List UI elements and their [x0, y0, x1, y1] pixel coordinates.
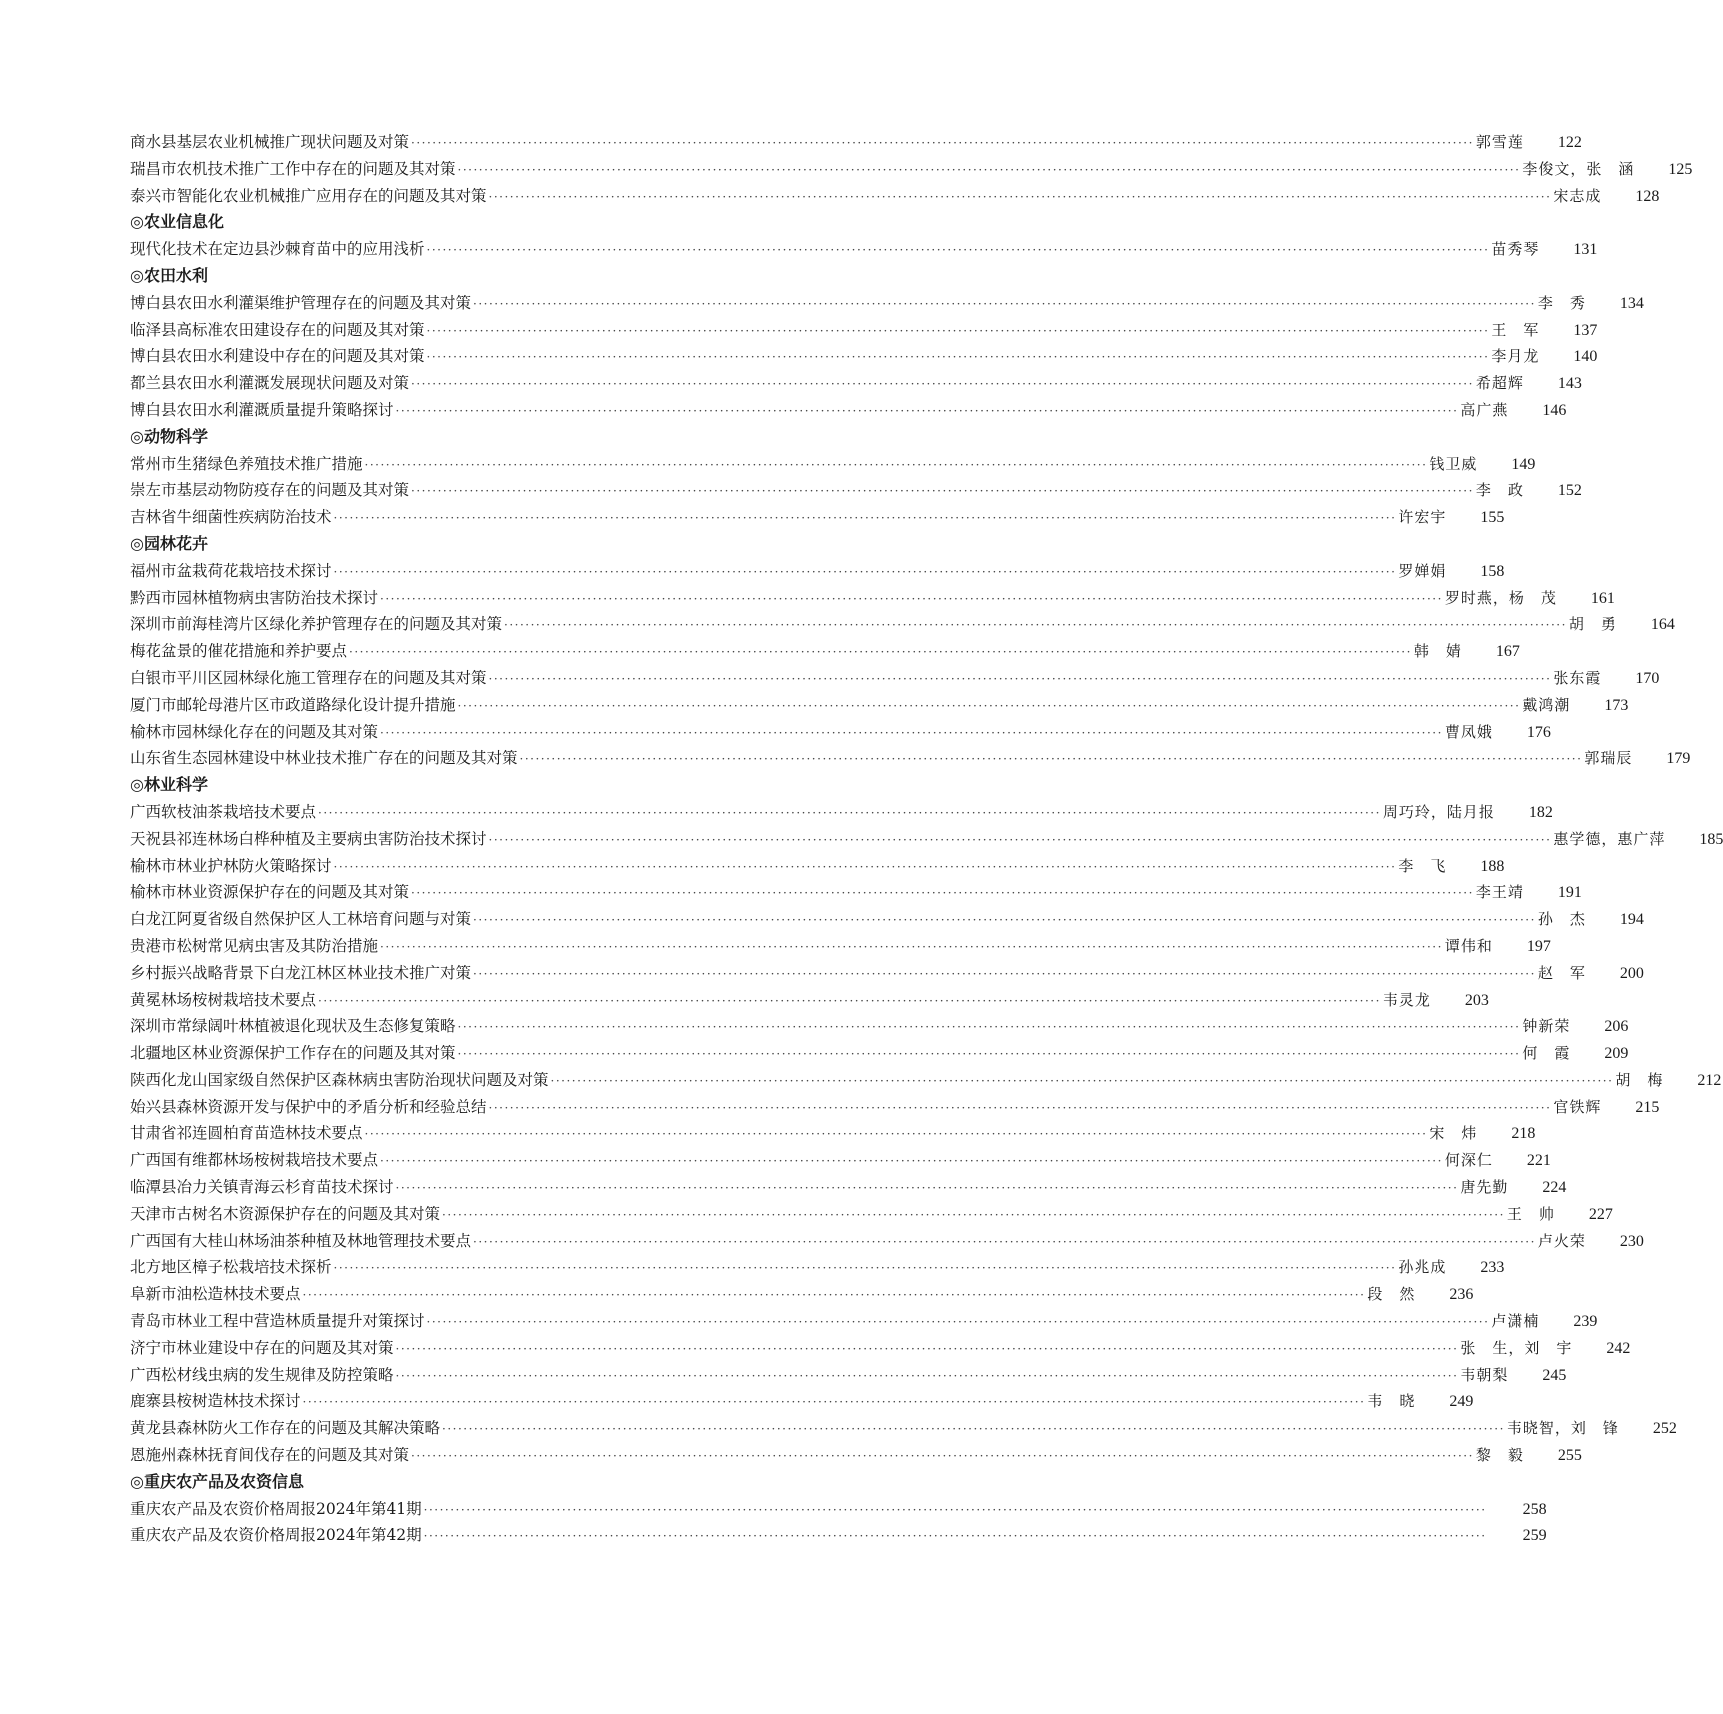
entry-page-number: 164 [1650, 616, 1675, 634]
toc-entry[interactable] [130, 477, 1582, 504]
dot-leader: ········································································································································································································ [426, 243, 1490, 258]
entry-page-number: 242 [1606, 1339, 1631, 1357]
entry-title: 白银市平川区园林绿化施工管理存在的问题及其对策 [130, 668, 487, 687]
entry-author: 李俊文，张 涵 [1522, 159, 1635, 178]
entry-author: 惠学德，惠广萍 [1553, 829, 1666, 848]
entry-page-number: 197 [1526, 937, 1551, 955]
toc-entry[interactable] [130, 1147, 1551, 1174]
entry-title: 青岛市林业工程中营造林质量提升对策探讨 [130, 1312, 425, 1331]
entry-author: 胡 梅 [1615, 1070, 1664, 1089]
dot-leader: ········································································································································································································ [302, 1395, 1366, 1410]
toc-entry[interactable] [130, 1281, 1474, 1308]
entry-title: 天津市古树名木资源保护存在的问题及其对策 [130, 1204, 441, 1223]
toc-entry[interactable] [130, 906, 1644, 933]
toc-entry[interactable] [130, 933, 1551, 960]
entry-author: 李 飞 [1398, 856, 1447, 875]
entry-page-number: 209 [1604, 1045, 1629, 1063]
dot-leader: ········································································································································································································ [380, 725, 1443, 740]
toc-entry[interactable] [130, 451, 1536, 478]
entry-page-number: 146 [1542, 401, 1567, 419]
dot-leader: ········································································································································································································ [411, 377, 1474, 392]
toc-entry[interactable] [130, 504, 1505, 531]
toc-entry[interactable] [130, 1496, 1547, 1523]
entry-author: 卢潇楠 [1491, 1312, 1540, 1331]
entry-author: 张 生，刘 宇 [1460, 1338, 1573, 1357]
toc-entry[interactable] [130, 1174, 1567, 1201]
entry-page-number: 230 [1619, 1232, 1644, 1250]
entry-author: 卢火荣 [1537, 1231, 1586, 1250]
entry-author: 何深仁 [1444, 1151, 1493, 1170]
entry-page-number: 194 [1619, 911, 1644, 929]
dot-leader: ········································································································································································································ [488, 832, 1552, 847]
entry-author: 李 政 [1475, 481, 1524, 500]
entry-title: 黔西市园林植物病虫害防治技术探讨 [130, 588, 379, 607]
entry-author: 赵 军 [1537, 963, 1586, 982]
entry-author: 韩 婧 [1413, 642, 1462, 661]
toc-entry[interactable] [130, 1415, 1677, 1442]
entry-title: 贵港市松树常见病虫害及其防治措施 [130, 936, 379, 955]
dot-leader: ········································································································································································································ [473, 966, 1536, 981]
entry-author: 郭雪莲 [1475, 133, 1524, 151]
toc-entry[interactable] [130, 1335, 1631, 1362]
toc-entry[interactable] [130, 1120, 1536, 1147]
entry-title: 乡村振兴战略背景下白龙江林区林业技术推广对策 [130, 963, 472, 982]
entry-title: 商水县基层农业机械推广现状问题及对策 [130, 133, 410, 151]
toc-entry[interactable] [130, 343, 1598, 370]
entry-author: 钱卫威 [1429, 454, 1478, 473]
section-heading: ◎动物科学 [130, 426, 208, 446]
entry-author: 黎 毅 [1475, 1446, 1524, 1465]
entry-title: 天祝县祁连林场白桦种植及主要病虫害防治技术探讨 [130, 829, 487, 848]
entry-author: 何 霞 [1522, 1044, 1571, 1063]
toc-entry[interactable] [130, 638, 1520, 665]
entry-author: 韦晓智，刘 锋 [1506, 1419, 1619, 1438]
entry-author: 胡 勇 [1568, 615, 1617, 634]
toc-entry[interactable] [130, 1013, 1629, 1040]
entry-title: 黄龙县森林防火工作存在的问题及其解决策略 [130, 1419, 441, 1438]
toc-entry[interactable] [130, 1308, 1598, 1335]
entry-page-number: 215 [1635, 1098, 1660, 1116]
entry-title: 榆林市林业护林防火策略探讨 [130, 856, 332, 875]
entry-title: 福州市盆栽荷花栽培技术探讨 [130, 561, 332, 580]
entry-title: 梅花盆景的催花措施和养护要点 [130, 642, 348, 661]
entry-page-number: 143 [1557, 375, 1582, 393]
entry-title: 广西松材线虫病的发生规律及防控策略 [130, 1365, 394, 1384]
toc-entry[interactable] [130, 1388, 1474, 1415]
entry-title: 博白县农田水利灌溉质量提升策略探讨 [130, 400, 394, 419]
entry-author: 王 军 [1491, 320, 1540, 339]
entry-page-number: 236 [1449, 1286, 1474, 1304]
toc-entry[interactable] [130, 745, 1691, 772]
dot-leader: ········································································································································································································ [395, 1341, 1459, 1356]
dot-leader: ········································································································································································································ [395, 1368, 1459, 1383]
dot-leader: ········································································································································································································ [488, 1100, 1552, 1115]
entry-page-number: 149 [1511, 455, 1536, 473]
dot-leader: ········································································································································································································ [426, 323, 1490, 338]
dot-leader: ········································································································································································································ [473, 913, 1536, 928]
entry-author: 谭伟和 [1444, 936, 1493, 955]
entry-title: 广西国有大桂山林场油茶种植及林地管理技术要点 [130, 1231, 472, 1250]
toc-entry[interactable] [130, 1522, 1547, 1549]
dot-leader: ········································································································································································································ [364, 457, 1428, 472]
toc-entry[interactable] [130, 370, 1582, 397]
dot-leader: ········································································································································································································ [318, 805, 1381, 820]
dot-leader: ········································································································································································································ [302, 1288, 1366, 1303]
toc-entry[interactable] [130, 1040, 1629, 1067]
entry-page-number: 255 [1557, 1447, 1582, 1465]
toc-entry[interactable] [130, 879, 1582, 906]
toc-entry[interactable] [130, 397, 1567, 424]
entry-title: 榆林市林业资源保护存在的问题及其对策 [130, 883, 410, 902]
entry-author: 曹凤娥 [1444, 722, 1493, 741]
entry-page-number: 170 [1635, 669, 1660, 687]
toc-entry[interactable] [130, 799, 1553, 826]
entry-page-number: 245 [1542, 1366, 1567, 1384]
dot-leader: ········································································································································································································ [333, 511, 1397, 526]
dot-leader: ········································································································································································································ [423, 1502, 1487, 1517]
toc-entry[interactable] [130, 558, 1505, 585]
dot-leader: ········································································································································································································ [333, 1261, 1397, 1276]
entry-title: 博白县农田水利建设中存在的问题及其对策 [130, 347, 425, 366]
toc-entry[interactable] [130, 611, 1675, 638]
entry-title: 鹿寨县桉树造林技术探讨 [130, 1392, 301, 1411]
toc-entry[interactable] [130, 853, 1505, 880]
entry-author: 罗时燕，杨 茂 [1444, 588, 1557, 607]
entry-page-number: 221 [1526, 1152, 1551, 1170]
dot-leader: ········································································································································································································ [364, 1127, 1428, 1142]
dot-leader: ········································································································································································································ [488, 189, 1552, 204]
entry-author: 苗秀琴 [1491, 240, 1540, 259]
entry-page-number: 218 [1511, 1125, 1536, 1143]
entry-author: 宋 炜 [1429, 1124, 1478, 1143]
entry-page-number: 131 [1573, 241, 1598, 259]
toc-entry[interactable] [130, 960, 1644, 987]
dot-leader: ········································································································································································································ [380, 939, 1443, 954]
toc-entry[interactable] [130, 585, 1615, 612]
entry-title: 崇左市基层动物防疫存在的问题及其对策 [130, 481, 410, 500]
entry-author: 孙 杰 [1537, 910, 1586, 929]
toc-entry[interactable] [130, 1442, 1582, 1469]
entry-page-number: 185 [1699, 830, 1723, 848]
entry-page-number: 173 [1604, 696, 1629, 714]
toc-entry[interactable] [130, 987, 1489, 1014]
entry-author: 李月龙 [1491, 347, 1540, 366]
entry-author: 段 然 [1367, 1285, 1416, 1304]
dot-leader: ········································································································································································································ [411, 136, 1474, 150]
dot-leader: ········································································································································································································ [457, 698, 1521, 713]
entry-author: 官铁辉 [1553, 1097, 1602, 1116]
toc-entry[interactable] [130, 236, 1598, 263]
dot-leader: ········································································································································································································ [488, 671, 1552, 686]
entry-author: 韦灵龙 [1382, 990, 1431, 1009]
entry-author: 周巧玲，陆月报 [1382, 802, 1495, 821]
dot-leader: ········································································································································································································ [426, 350, 1490, 365]
entry-page-number: 182 [1528, 803, 1553, 821]
dot-leader: ········································································································································································································ [380, 1154, 1443, 1169]
entry-author: 高广燕 [1460, 400, 1509, 419]
entry-author: 李王靖 [1475, 883, 1524, 902]
entry-title: 泰兴市智能化农业机械推广应用存在的问题及其对策 [130, 186, 487, 205]
entry-title: 重庆农产品及农资价格周报2024年第42期 [130, 1526, 422, 1545]
dot-leader: ········································································································································································································ [473, 296, 1536, 311]
dot-leader: ········································································································································································································ [333, 564, 1397, 579]
entry-author: 钟新荣 [1522, 1017, 1571, 1036]
toc-entry[interactable] [130, 1094, 1660, 1121]
entry-title: 山东省生态园林建设中林业技术推广存在的问题及其对策 [130, 749, 518, 768]
entry-page-number: 259 [1522, 1527, 1547, 1545]
entry-title: 广西国有维都林场桉树栽培技术要点 [130, 1151, 379, 1170]
toc-entry[interactable] [130, 183, 1660, 210]
entry-page-number: 188 [1480, 857, 1505, 875]
entry-page-number: 203 [1464, 991, 1489, 1009]
dot-leader: ········································································································································································································ [504, 618, 1567, 633]
dot-leader: ········································································································································································································ [442, 1207, 1505, 1222]
entry-page-number: 212 [1697, 1071, 1722, 1089]
entry-page-number: 167 [1495, 643, 1520, 661]
entry-author: 宋志成 [1553, 186, 1602, 205]
toc-entry[interactable] [130, 719, 1551, 746]
toc-entry[interactable] [130, 1254, 1505, 1281]
entry-title: 常州市生猪绿色养殖技术推广措施 [130, 454, 363, 473]
entry-page-number: 128 [1635, 187, 1660, 205]
entry-title: 陕西化龙山国家级自然保护区森林病虫害防治现状问题及对策 [130, 1070, 549, 1089]
entry-page-number: 158 [1480, 562, 1505, 580]
entry-author: 张东霞 [1553, 668, 1602, 687]
toc-entry[interactable] [130, 665, 1660, 692]
entry-page-number: 155 [1480, 509, 1505, 527]
entry-title: 临泽县高标准农田建设存在的问题及其对策 [130, 320, 425, 339]
toc-entry[interactable] [130, 1228, 1644, 1255]
entry-page-number: 227 [1588, 1205, 1613, 1223]
toc-entry[interactable] [130, 692, 1629, 719]
entry-title: 都兰县农田水利灌溉发展现状问题及对策 [130, 374, 410, 393]
dot-leader: ········································································································································································································ [457, 162, 1521, 177]
entry-author: 唐先勤 [1460, 1178, 1509, 1197]
dot-leader: ········································································································································································································ [423, 1529, 1487, 1544]
section-heading: ◎林业科学 [130, 775, 208, 795]
toc-entry[interactable] [130, 1201, 1613, 1228]
entry-title: 重庆农产品及农资价格周报2024年第41期 [130, 1499, 422, 1518]
section-heading: ◎农业信息化 [130, 212, 224, 232]
dot-leader: ········································································································································································································ [333, 859, 1397, 874]
entry-title: 广西软枝油茶栽培技术要点 [130, 802, 317, 821]
entry-page-number: 137 [1573, 321, 1598, 339]
entry-author: 韦 晓 [1367, 1392, 1416, 1411]
section-heading: ◎园林花卉 [130, 533, 208, 553]
entry-title: 现代化技术在定边县沙棘育苗中的应用浅析 [130, 240, 425, 259]
toc-entry[interactable] [130, 1067, 1722, 1094]
dot-leader: ········································································································································································································ [395, 403, 1459, 418]
entry-author: 韦朝梨 [1460, 1365, 1509, 1384]
entry-page-number: 152 [1557, 482, 1582, 500]
toc-entry[interactable] [130, 826, 1723, 853]
entry-page-number: 134 [1619, 294, 1644, 312]
dot-leader: ········································································································································································································ [349, 645, 1412, 660]
dot-leader: ········································································································································································································ [426, 1315, 1490, 1330]
entry-page-number: 258 [1522, 1500, 1547, 1518]
entry-page-number: 176 [1526, 723, 1551, 741]
entry-page-number: 140 [1573, 348, 1598, 366]
entry-title: 深圳市常绿阔叶林植被退化现状及生态修复策略 [130, 1017, 456, 1036]
entry-page-number: 252 [1652, 1420, 1677, 1438]
dot-leader: ········································································································································································································ [473, 1234, 1536, 1249]
dot-leader: ········································································································································································································ [318, 993, 1381, 1008]
table-of-contents [130, 129, 1723, 1549]
toc-entry[interactable] [130, 290, 1644, 317]
dot-leader: ········································································································································································································ [411, 886, 1474, 901]
entry-page-number: 224 [1542, 1179, 1567, 1197]
section-heading: ◎农田水利 [130, 265, 208, 285]
dot-leader: ········································································································································································································ [519, 752, 1583, 767]
entry-author: 王 帅 [1506, 1204, 1555, 1223]
entry-author: 郭瑞辰 [1584, 749, 1633, 768]
entry-page-number: 191 [1557, 884, 1582, 902]
dot-leader: ········································································································································································································ [442, 1422, 1505, 1437]
entry-title: 白龙江阿夏省级自然保护区人工林培育问题与对策 [130, 910, 472, 929]
entry-author: 李 秀 [1537, 293, 1586, 312]
entry-page-number: 206 [1604, 1018, 1629, 1036]
toc-entry[interactable] [130, 317, 1598, 344]
entry-title: 始兴县森林资源开发与保护中的矛盾分析和经验总结 [130, 1097, 487, 1116]
toc-entry[interactable] [130, 129, 1582, 156]
entry-author: 许宏宇 [1398, 508, 1447, 527]
entry-page-number: 125 [1668, 160, 1693, 178]
dot-leader: ········································································································································································································ [411, 1449, 1474, 1464]
entry-page-number: 249 [1449, 1393, 1474, 1411]
entry-title: 甘肃省祁连圆柏育苗造林技术要点 [130, 1124, 363, 1143]
dot-leader: ········································································································································································································ [457, 1020, 1521, 1035]
entry-title: 济宁市林业建设中存在的问题及其对策 [130, 1338, 394, 1357]
entry-title: 深圳市前海桂湾片区绿化养护管理存在的问题及其对策 [130, 615, 503, 634]
entry-author: 罗婵娟 [1398, 561, 1447, 580]
toc-entry[interactable] [130, 1362, 1567, 1389]
entry-page-number: 122 [1557, 134, 1582, 151]
dot-leader: ········································································································································································································ [457, 1047, 1521, 1062]
toc-entry[interactable] [130, 156, 1693, 183]
entry-title: 厦门市邮轮母港片区市政道路绿化设计提升措施 [130, 695, 456, 714]
entry-title: 临潭县冶力关镇青海云杉育苗技术探讨 [130, 1178, 394, 1197]
dot-leader: ········································································································································································································ [550, 1073, 1614, 1088]
dot-leader: ········································································································································································································ [395, 1181, 1459, 1196]
entry-page-number: 179 [1666, 750, 1691, 768]
entry-page-number: 161 [1590, 589, 1615, 607]
entry-title: 恩施州森林抚育间伐存在的问题及其对策 [130, 1446, 410, 1465]
section-heading: ◎重庆农产品及农资信息 [130, 1471, 304, 1491]
entry-title: 黄冕林场桉树栽培技术要点 [130, 990, 317, 1009]
entry-title: 北疆地区林业资源保护工作存在的问题及其对策 [130, 1044, 456, 1063]
entry-author: 希超辉 [1475, 374, 1524, 393]
entry-title: 博白县农田水利灌渠维护管理存在的问题及其对策 [130, 293, 472, 312]
entry-title: 吉林省牛细菌性疾病防治技术 [130, 508, 332, 527]
entry-page-number: 239 [1573, 1313, 1598, 1331]
entry-page-number: 200 [1619, 964, 1644, 982]
entry-author: 戴鸿潮 [1522, 695, 1571, 714]
entry-title: 瑞昌市农机技术推广工作中存在的问题及其对策 [130, 159, 456, 178]
entry-author: 孙兆成 [1398, 1258, 1447, 1277]
dot-leader: ········································································································································································································ [411, 484, 1474, 499]
entry-title: 阜新市油松造林技术要点 [130, 1285, 301, 1304]
entry-title: 榆林市园林绿化存在的问题及其对策 [130, 722, 379, 741]
entry-page-number: 233 [1480, 1259, 1505, 1277]
entry-title: 北方地区樟子松栽培技术探析 [130, 1258, 332, 1277]
dot-leader: ········································································································································································································ [380, 591, 1443, 606]
